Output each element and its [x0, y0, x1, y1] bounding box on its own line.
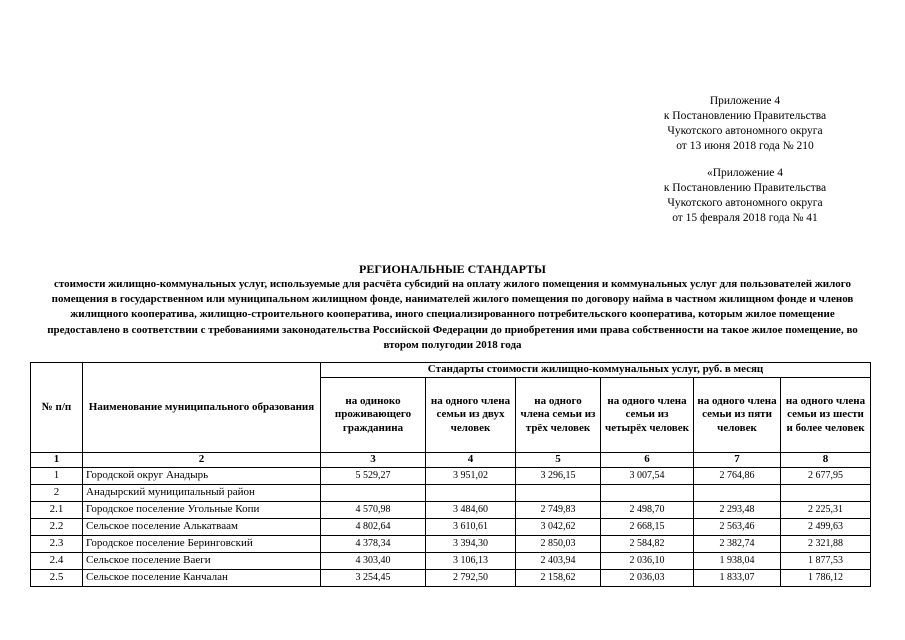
document-subtitle: стоимости жилищно-коммунальных услуг, используемые для расчёта субсидий на оплату жилого помещения и коммунальных услуг для пользователей жилого помещения в государственном или муниципальном жилищном фонде, нанимателей жилого помещения по договору найма в частном жилищном фонде и членов жилищного кооператива, жилищно-строительного кооператива, иного специализированного потребительского кооператива, которым жилое помещение предоставлено в соответствии с требованиями законодательства Российской Федерации до приобретения ими права собственности на такое жилое помещение, во втором полугодии 2018 года	[47, 278, 858, 351]
column-number: 8	[781, 453, 871, 468]
appendix-header-current	[620, 94, 870, 154]
standards-table	[30, 362, 871, 587]
value-cell	[601, 484, 694, 501]
municipality-name: Сельское поселение Канчалан	[83, 569, 321, 586]
column-number: 3	[321, 453, 426, 468]
value-cell: 1 938,04	[694, 552, 781, 569]
value-cell: 2 158,62	[516, 569, 601, 586]
municipality-name: Сельское поселение Ваеги	[83, 552, 321, 569]
value-cell: 5 529,27	[321, 467, 426, 484]
value-cell	[426, 484, 516, 501]
header-family-of-three: на одного члена семьи из трёх человек	[516, 378, 601, 453]
value-cell: 2 792,50	[426, 569, 516, 586]
municipality-name: Городское поселение Угольные Копи	[83, 501, 321, 518]
value-cell	[781, 484, 871, 501]
table-row	[31, 484, 871, 501]
value-cell: 2 499,63	[781, 518, 871, 535]
row-number: 1	[31, 467, 83, 484]
column-number: 6	[601, 453, 694, 468]
row-number: 2.1	[31, 501, 83, 518]
value-cell	[516, 484, 601, 501]
appendix-line: к Постановлению Правительства	[663, 182, 827, 194]
value-cell: 2 036,03	[601, 569, 694, 586]
value-cell	[694, 484, 781, 501]
table-row	[31, 552, 871, 569]
value-cell: 2 036,10	[601, 552, 694, 569]
value-cell: 2 382,74	[694, 535, 781, 552]
appendix-line: Приложение 4	[709, 95, 781, 107]
value-cell: 3 007,54	[601, 467, 694, 484]
municipality-name: Анадырский муниципальный район	[83, 484, 321, 501]
row-number: 2.2	[31, 518, 83, 535]
municipality-name: Городской округ Анадырь	[83, 467, 321, 484]
value-cell: 2 749,83	[516, 501, 601, 518]
value-cell: 1 833,07	[694, 569, 781, 586]
header-family-of-two: на одного члена семьи из двух человек	[426, 378, 516, 453]
row-number: 2.4	[31, 552, 83, 569]
appendix-line: «Приложение 4	[706, 167, 784, 179]
header-municipality-name: Наименование муниципального образования	[83, 363, 321, 453]
row-number: 2	[31, 484, 83, 501]
value-cell: 2 498,70	[601, 501, 694, 518]
value-cell: 2 225,31	[781, 501, 871, 518]
value-cell: 4 303,40	[321, 552, 426, 569]
value-cell: 3 042,62	[516, 518, 601, 535]
appendix-line: Чукотского автономного округа	[667, 197, 823, 209]
value-cell: 2 850,03	[516, 535, 601, 552]
document-title: РЕГИОНАЛЬНЫЕ СТАНДАРТЫ	[359, 262, 546, 276]
table-row	[31, 569, 871, 586]
column-number: 1	[31, 453, 83, 468]
value-cell: 4 802,64	[321, 518, 426, 535]
value-cell	[321, 484, 426, 501]
value-cell: 1 786,12	[781, 569, 871, 586]
appendix-line: от 13 июня 2018 года № 210	[676, 140, 814, 152]
value-cell: 3 484,60	[426, 501, 516, 518]
value-cell: 3 296,15	[516, 467, 601, 484]
table-row	[31, 467, 871, 484]
column-number: 7	[694, 453, 781, 468]
municipality-name: Сельское поселение Алькатваам	[83, 518, 321, 535]
column-number-row	[31, 453, 871, 468]
value-cell: 3 394,30	[426, 535, 516, 552]
table-header-row	[31, 363, 871, 378]
value-cell: 2 677,95	[781, 467, 871, 484]
column-number: 4	[426, 453, 516, 468]
value-cell: 3 106,13	[426, 552, 516, 569]
value-cell: 2 293,48	[694, 501, 781, 518]
header-number: № п/п	[31, 363, 83, 453]
header-family-of-five: на одного члена семьи из пяти человек	[694, 378, 781, 453]
value-cell: 4 378,34	[321, 535, 426, 552]
column-number: 5	[516, 453, 601, 468]
appendix-line: к Постановлению Правительства	[663, 110, 827, 122]
table-row	[31, 501, 871, 518]
value-cell: 3 254,45	[321, 569, 426, 586]
appendix-line: Чукотского автономного округа	[667, 125, 823, 137]
value-cell: 2 403,94	[516, 552, 601, 569]
column-number: 2	[83, 453, 321, 468]
appendix-header-previous	[620, 166, 870, 226]
value-cell: 4 570,98	[321, 501, 426, 518]
appendix-line: от 15 февраля 2018 года № 41	[672, 212, 818, 224]
value-cell: 2 321,88	[781, 535, 871, 552]
table-row	[31, 518, 871, 535]
value-cell: 3 610,61	[426, 518, 516, 535]
value-cell: 2 563,46	[694, 518, 781, 535]
header-standards-group: Стандарты стоимости жилищно-коммунальных услуг, руб. в месяц	[321, 363, 871, 378]
row-number: 2.5	[31, 569, 83, 586]
municipality-name: Городское поселение Беринговский	[83, 535, 321, 552]
value-cell: 2 668,15	[601, 518, 694, 535]
value-cell: 3 951,02	[426, 467, 516, 484]
header-family-of-six-plus: на одного члена семьи из шести и более человек	[781, 378, 871, 453]
value-cell: 2 584,82	[601, 535, 694, 552]
row-number: 2.3	[31, 535, 83, 552]
value-cell: 2 764,86	[694, 467, 781, 484]
header-single-person: на одиноко проживающего гражданина	[321, 378, 426, 453]
table-row	[31, 535, 871, 552]
value-cell: 1 877,53	[781, 552, 871, 569]
header-family-of-four: на одного члена семьи из четырёх человек	[601, 378, 694, 453]
